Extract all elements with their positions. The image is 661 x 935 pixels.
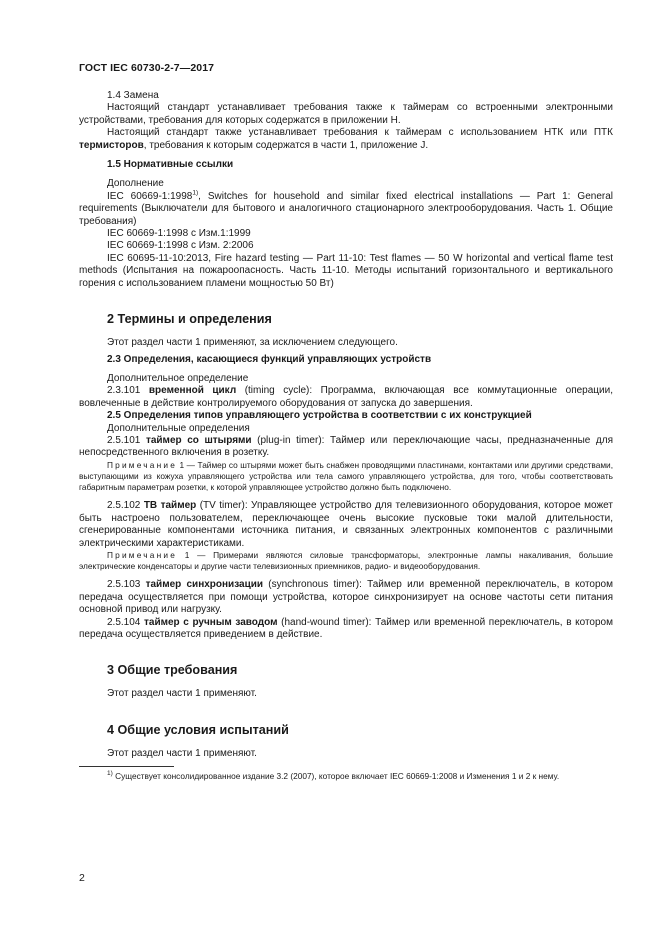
note: Примечание 1 — Таймер со штырями может быть снабжен проводящими пластинами, контактами или другими средствами, выступающими из кожуха управляющего устройства или тела самого управляющего устройства, для того, чтобы соответствовать габаритным параметрам розетки, к которой управляющее устройство должно быть подключено. xyxy=(79,459,613,493)
section-title-3: 3 Общие требования xyxy=(107,663,238,678)
section-title-4: 4 Общие условия испытаний xyxy=(107,722,289,737)
addition-label: Дополнение xyxy=(107,178,164,190)
subsection-title-2-5: 2.5 Определения типов управляющего устройства в соответствии с их конструкцией xyxy=(107,410,532,422)
normative-reference: IEC 60695-11-10:2013, Fire hazard testing — Part 11-10: Test flames — 50 W horizontal and vertical flame test methods (Испытания на пожароопасность. Часть 11-10. Методы испытаний горизонтального и вертикального горения с использованием пламени мощностью 50 Вт) xyxy=(79,252,613,289)
definition: 2.5.103 таймер синхронизации (synchronous timer): Таймер или временной переключатель, в котором передача осуществляется при помощи устройства, которое синхронизирует на основе частоты сети питания основной привод или нагрузку. xyxy=(79,579,613,616)
definition: 2.5.102 ТВ таймер (TV timer): Управляющее устройство для телевизионного оборудования, которое может быть настроено пользователем, переключающее очень высокие пусковые токи малой длительности, сгенерированные компонентами источника питания, и связанных электронных компонентов с различными электрическими характеристиками. xyxy=(79,500,613,549)
note: Примечание 1 — Примерами являются силовые трансформаторы, электронные лампы накаливания, большие электрические конденсаторы и другие части телевизионных приемников, радио- и видеооборудования. xyxy=(79,549,613,572)
subsection-title-2-3: 2.3 Определения, касающиеся функций управляющих устройств xyxy=(107,353,432,365)
page-number: 2 xyxy=(79,872,85,884)
paragraph: Настоящий стандарт также устанавливает требования к таймерам с использованием НТК или ПТК термисторов, требования к которым содержатся в части 1, приложение J. xyxy=(79,127,613,151)
document-header: ГОСТ IEC 60730-2-7—2017 xyxy=(79,62,215,74)
subsection-title-1-5: 1.5 Нормативные ссылки xyxy=(107,159,234,171)
paragraph: Этот раздел части 1 применяют, за исключением следующего. xyxy=(107,337,398,349)
paragraph: Этот раздел части 1 применяют. xyxy=(107,688,257,700)
section-title-2: 2 Термины и определения xyxy=(107,312,272,327)
document-body xyxy=(79,90,613,782)
footnote: $^{1)}$ Существует консолидированное издание 3.2 (2007), которое включает IEC 60669-1:2008 и Изменения 1 и 2 к нему. xyxy=(107,770,560,782)
normative-reference: IEC 60669-1:1998$^{1)}$, Switches for household and similar fixed electrical installations — Part 1: General requirements (Выключатели для бытового и аналогичного стационарного электрооборудования. Часть 1. Общие требования) xyxy=(79,189,613,227)
definition: 2.5.101 таймер со штырями (plug-in timer): Таймер или переключающие часы, предназначенные для непосредственного включения в розетку. xyxy=(79,434,614,459)
paragraph: Настоящий стандарт устанавливает требования также к таймерам со встроенными электронными устройствами, требования для которых содержатся в приложении Н. xyxy=(79,102,613,126)
normative-reference: IEC 60669-1:1998 с Изм.1:1999 xyxy=(107,228,251,240)
definition-label: Дополнительные определения xyxy=(107,422,250,434)
definition: 2.5.104 таймер с ручным заводом (hand-wound timer): Таймер или временной переключатель, в котором передача осуществляется приведением в действие. xyxy=(79,616,613,641)
normative-reference: IEC 60669-1:1998 с Изм. 2:2006 xyxy=(107,240,254,252)
definition-label: Дополнительное определение xyxy=(107,372,249,384)
footnote-divider xyxy=(79,766,174,767)
subsection-title-1-4: 1.4 Замена xyxy=(107,90,159,101)
footnote-ref: 1) xyxy=(192,189,199,197)
definition: 2.3.101 временной цикл (timing cycle): Программа, включающая все коммутационные операции, вовлеченные в действие контролируемого оборудования от запуска до завершения. xyxy=(79,385,613,409)
paragraph: Этот раздел части 1 применяют. xyxy=(107,747,257,759)
